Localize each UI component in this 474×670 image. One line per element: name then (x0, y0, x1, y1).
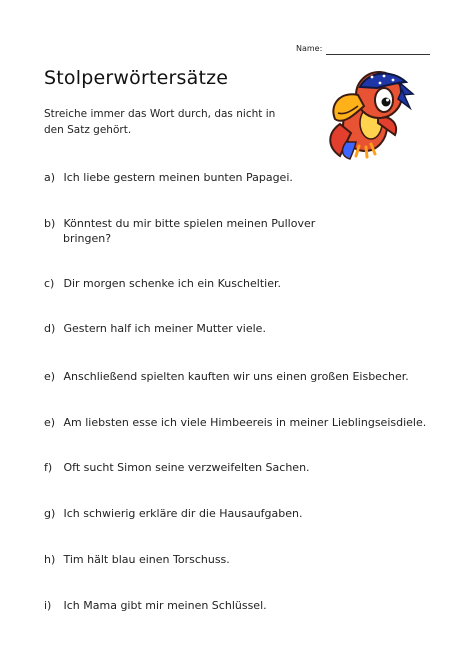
sentence-text[interactable]: Gestern half ich meiner Mutter viele. (63, 322, 266, 335)
sentence-f (44, 460, 310, 475)
sentence-text[interactable]: Anschließend spielten kauften wir uns einen großen Eisbecher. (63, 370, 409, 383)
sentence-label: a) (44, 171, 56, 184)
sentence-e (44, 369, 409, 384)
sentence-text[interactable]: Oft sucht Simon seine verzweifelten Sachen. (63, 461, 310, 474)
sentence-a (44, 170, 293, 185)
sentence-label: i) (44, 599, 52, 612)
sentence-label: c) (44, 277, 55, 290)
sentence-text[interactable]: Ich Mama gibt mir meinen Schlüssel. (63, 599, 267, 612)
sentence-text[interactable]: Dir morgen schenke ich ein Kuscheltier. (63, 277, 281, 290)
sentence-text[interactable]: Ich liebe gestern meinen bunten Papagei. (63, 171, 293, 184)
name-field-line[interactable] (326, 53, 430, 55)
instruction-line-1: Streiche immer das Wort durch, das nicht in (44, 108, 276, 120)
sentence-text[interactable]: Tim hält blau einen Torschuss. (63, 553, 230, 566)
sentence-h (44, 552, 230, 567)
sentence-label: d) (44, 322, 56, 335)
sentence-d (44, 321, 266, 336)
sentence-g (44, 506, 303, 521)
sentence-text[interactable]: Am liebsten esse ich viele Himbeereis in meiner Lieblingseisdiele. (63, 416, 427, 429)
sentence-text[interactable]: Könntest du mir bitte spielen meinen Pullover (63, 217, 316, 230)
sentence-label: h) (44, 553, 56, 566)
sentence-text[interactable]: Ich schwierig erkläre dir die Hausaufgaben. (63, 507, 303, 520)
sentence-label: g) (44, 507, 56, 520)
sentence-label: e) (44, 416, 56, 429)
sentence-label: b) (44, 217, 56, 230)
sentence-continuation[interactable]: bringen? (63, 232, 112, 245)
instruction-text (44, 106, 308, 138)
sentence-i (44, 598, 267, 613)
page-title: Stolperwörtersätze (44, 67, 229, 89)
sentence-c (44, 276, 281, 291)
name-label: Name: (296, 44, 323, 53)
pirate-parrot-icon (320, 68, 416, 160)
sentence-b (44, 216, 315, 246)
instruction-line-2: den Satz gehört. (44, 124, 132, 136)
sentence-label: e) (44, 370, 56, 383)
sentence-e-second (44, 415, 426, 430)
sentence-label: f) (44, 461, 53, 474)
